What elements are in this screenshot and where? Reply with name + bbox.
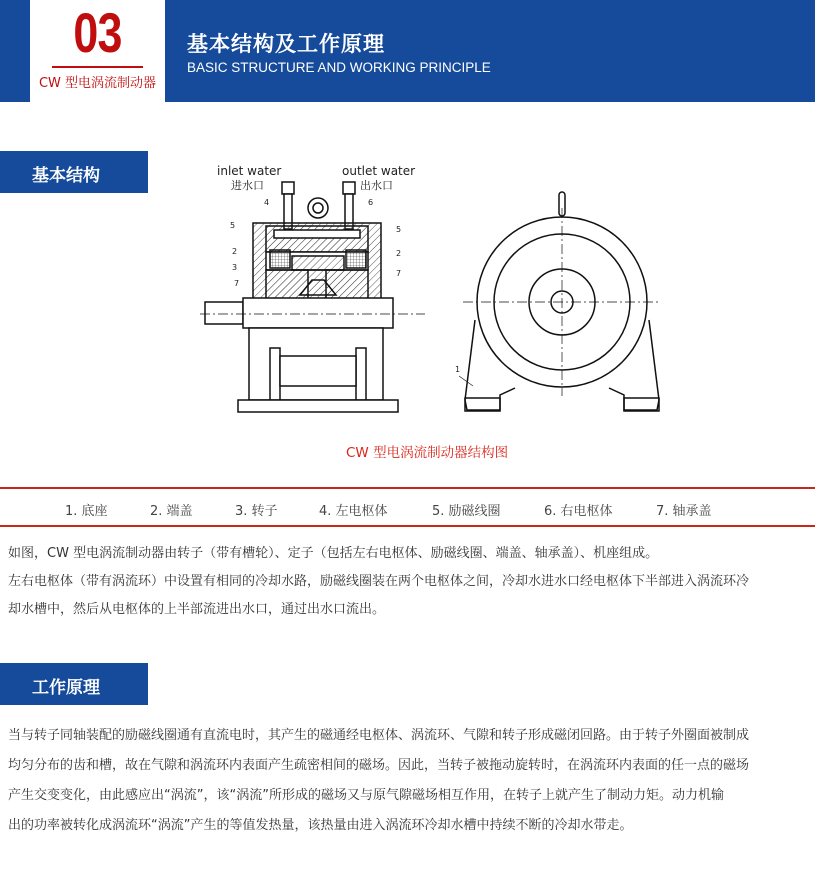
legend-item: 5. 励磁线圈 [432,504,501,519]
product-name: CW 型电涡流制动器 [38,76,157,91]
legend-item: 3. 转子 [235,504,278,519]
section-number: 03 [73,1,122,64]
principle-description [8,721,808,841]
paragraph-line: 出的功率被转化成涡流环“涡流”产生的等值发热量，该热量由进入涡流环冷却水槽中持续不断的冷却水带走。 [8,818,633,833]
section-label-text: 基本结构 [32,166,100,186]
svg-text:6: 6 [368,198,374,207]
parts-legend [0,487,815,527]
diagram-caption: CW 型电涡流制动器结构图 [346,445,509,461]
svg-text:5: 5 [396,225,402,234]
legend-item: 4. 左电枢体 [319,504,388,519]
section-label-principle [0,663,148,705]
page-subtitle: BASIC STRUCTURE AND WORKING PRINCIPLE [187,60,491,75]
front-view-diagram [455,190,670,420]
structure-description [8,540,808,624]
inlet-label-en: inlet water [217,164,282,178]
outlet-label-cn: 出水口 [360,179,393,192]
paragraph-line: 却水槽中，然后从电枢体的上半部流进出水口，通过出水口流出。 [8,602,386,617]
section-label-text: 工作原理 [32,678,100,698]
svg-text:2: 2 [232,247,238,256]
svg-text:2: 2 [396,249,402,258]
svg-text:1: 1 [455,365,461,374]
legend-item: 6. 右电枢体 [544,504,613,519]
paragraph-line: 均匀分布的齿和槽，故在气隙和涡流环内表面产生疏密相间的磁场。因此，当转子被拖动旋转时，在涡流环内表面的任一点的磁场 [8,758,750,773]
section-label-structure [0,151,148,193]
cross-section-diagram [200,160,425,420]
svg-text:3: 3 [232,263,238,272]
paragraph-line: 左右电枢体（带有涡流环）中设置有相同的冷却水路，励磁线圈装在两个电枢体之间，冷却水进水口经电枢体下半部进入涡流环冷 [8,574,750,589]
svg-text:4: 4 [264,198,270,207]
header-banner [0,0,815,102]
svg-text:7: 7 [234,279,240,288]
svg-text:7: 7 [396,269,402,278]
section-number-badge [30,0,165,102]
outlet-label-en: outlet water [342,164,416,178]
legend-item: 1. 底座 [65,504,108,519]
badge-divider [52,66,143,68]
inlet-label-cn: 进水口 [231,179,264,192]
legend-item: 2. 端盖 [150,504,193,519]
paragraph-line: 产生交变变化，由此感应出“涡流”，该“涡流”所形成的磁场又与原气隙磁场相互作用，在转子上就产生了制动力矩。动力机输 [8,788,724,803]
paragraph-line: 当与转子同轴装配的励磁线圈通有直流电时，其产生的磁通经电枢体、涡流环、气隙和转子形成磁闭回路。由于转子外圈面被制成 [8,728,750,743]
svg-text:5: 5 [230,221,236,230]
paragraph-line: 如图，CW 型电涡流制动器由转子（带有槽轮）、定子（包括左右电枢体、励磁线圈、端盖、轴承盖）、机座组成。 [8,546,659,561]
legend-item: 7. 轴承盖 [656,504,712,519]
page-title: 基本结构及工作原理 [187,32,385,56]
